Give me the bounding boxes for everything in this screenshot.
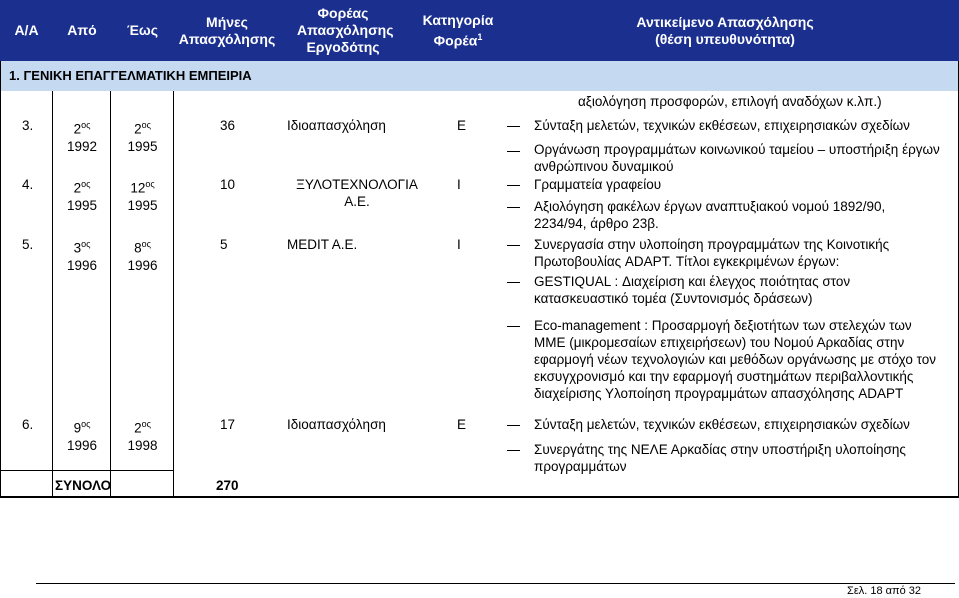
table-bottom-line — [0, 497, 959, 498]
row-months: 5 — [220, 237, 228, 252]
row-employer: Ιδιοαπασχόληση — [287, 417, 386, 432]
row-item: Γραμματεία γραφείου — [534, 177, 662, 192]
row-employer: ΞΥΛΟΤΕΧΝΟΛΟΓΙΑ Α.Ε. — [296, 177, 418, 209]
dash-icon — [507, 425, 520, 426]
row-aa: 3. — [22, 118, 34, 133]
row-item: Σύνταξη μελετών, τεχνικών εκθέσεων, επιχειρησιακών σχεδίων — [534, 118, 910, 133]
row-months: 17 — [220, 417, 236, 432]
dash-icon — [507, 245, 520, 246]
row-item: GESTIQUAL : Διαχείριση και έλεγχος ποιότητας στον κατασκευαστικό τομέα (Συντονισμός δράσεων) — [534, 274, 851, 306]
row-item: Συνεργασία στην υλοποίηση προγραμμάτων της Κοινοτικής Πρωτοβουλίας ADAPT. Τίτλοι εγκεκριμένων έργων: — [534, 237, 890, 269]
dash-icon — [507, 207, 520, 208]
header-object-title: Αντικείμενο Απασχόλησης — [636, 13, 814, 30]
row-aa: 6. — [22, 417, 34, 432]
total-col-divider — [173, 470, 174, 497]
row-to: $2^{o\varsigma}$ 1995 — [127, 120, 158, 154]
table-header — [0, 0, 959, 61]
row-item: Αξιολόγηση φακέλων έργων αναπτυξιακού νομού 1892/90, 2234/94, άρθρο 23β. — [534, 199, 886, 231]
row-months: 10 — [220, 177, 236, 192]
footer-line — [36, 583, 955, 584]
dash-icon — [507, 450, 520, 451]
row-from: $2^{o\varsigma}$ 1992 — [66, 120, 98, 154]
dash-icon — [507, 185, 520, 186]
row-from: $9^{o\varsigma}$ 1996 — [66, 419, 98, 453]
row-employer: Ιδιοαπασχόληση — [287, 118, 386, 133]
row-item: Οργάνωση προγραμμάτων κοινωνικού ταμείου – υποστήριξη έργων ανθρώπινου δυναμικού — [534, 142, 940, 174]
row-to: $2^{o\varsigma}$ 1998 — [127, 419, 158, 453]
dash-icon — [507, 282, 520, 283]
section-title: 1. ΓΕΝΙΚΗ ΕΠΑΓΓΕΛΜΑΤΙΚΗ ΕΜΠΕΙΡΙΑ — [0, 61, 959, 91]
dash-icon — [507, 326, 520, 327]
total-divider — [0, 470, 173, 471]
row-category: Ι — [457, 177, 461, 192]
dash-icon — [507, 126, 520, 127]
header-object-subtitle: (θέση υπευθυνότητα) — [655, 30, 795, 47]
header-months: Μήνες Απασχόλησης — [178, 13, 276, 47]
row-months: 36 — [220, 118, 236, 133]
row-from: $3^{o\varsigma}$ 1996 — [66, 239, 98, 273]
row-item: Συνεργάτης της ΝΕΛΕ Αρκαδίας στην υποστήριξη υλοποίησης προγραμμάτων — [534, 442, 906, 474]
header-employer: Φορέας Απασχόλησης Εργοδότης — [297, 5, 394, 55]
header-to: Έως — [126, 22, 159, 38]
page-number: Σελ. 18 από 32 — [847, 585, 921, 597]
header-from: Από — [67, 22, 97, 38]
total-label: ΣΥΝΟΛΟ — [55, 478, 112, 493]
row-aa: 4. — [22, 177, 34, 192]
dash-icon — [507, 151, 520, 152]
row-aa: 5. — [22, 237, 34, 252]
row-category: Ι — [457, 237, 461, 252]
row-employer: MEDIT A.E. — [287, 237, 358, 252]
row-item: Eco-management : Προσαρμογή δεξιοτήτων των στελεχών των ΜΜΕ (μικρομεσαίων επιχειρήσεων) του Νομού Αρκαδίας στην εφαρμογή νέων τεχνολογιών και μεθόδων οργάνωσης με στόχο τον εκσυγχρονισμό και την εφαρμογή συστημάτων περιβαλλοντικής διαχείρισης Υλοποίηση προγραμμάτων απασχόλησης ADAPT — [534, 318, 937, 401]
header-aa: Α/Α — [14, 22, 39, 38]
continued-text: αξιολόγηση προσφορών, επιλογή αναδόχων κ.λπ.) — [578, 94, 882, 109]
row-item: Σύνταξη μελετών, τεχνικών εκθέσεων, επιχειρησιακών σχεδίων — [534, 417, 910, 432]
header-category: Κατηγορία Φορέα$^1$ — [422, 11, 494, 49]
row-to: $12^{o\varsigma}$ 1995 — [127, 179, 158, 213]
row-from: $2^{o\varsigma}$ 1995 — [66, 179, 98, 213]
header-object — [560, 0, 890, 61]
total-value: 270 — [216, 478, 239, 493]
row-category: Ε — [457, 118, 467, 133]
row-category: Ε — [457, 417, 467, 432]
row-to: $8^{o\varsigma}$ 1996 — [127, 239, 158, 273]
